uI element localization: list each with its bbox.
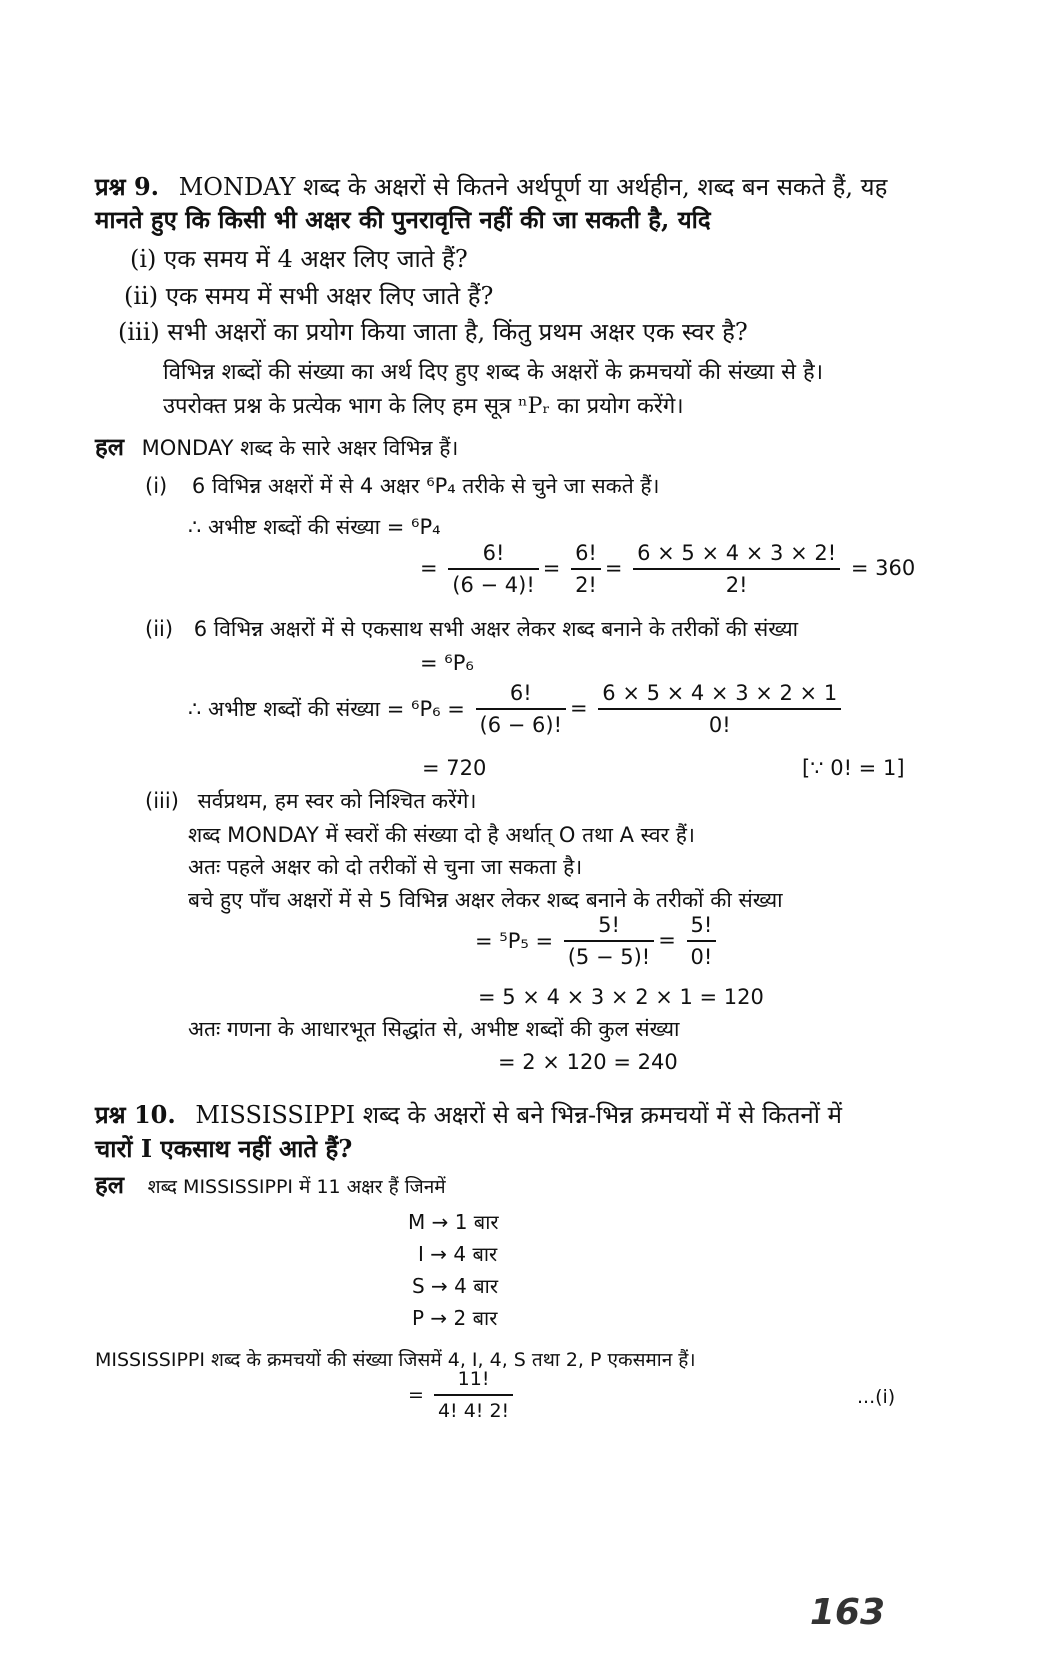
q9-text-2: मानते हुए कि किसी भी अक्षर की पुनरावृत्ति नहीं की जा सकती है, यदि [95,205,711,234]
q9-part-1: (i) एक समय में 4 अक्षर लिए जाते हैं? [130,245,468,273]
sol9-i-eq: = [420,556,438,580]
sol9-ii-f1-num: 6! [476,680,566,710]
sol9-i-f3-num: 6 × 5 × 4 × 3 × 2! [633,540,840,570]
sol10-eq-ref: ...(i) [857,1386,896,1408]
sol9-intro: MONDAY शब्द के सारे अक्षर विभिन्न हैं। [141,436,459,460]
sol9-i-equation: = $\frac{6!}{(6 - 4)!}$ = $\frac{6!}{2!}$ = $\frac{6 \times 5 \times 4 \times 3 \times 2!}{2!}$ = 360 [420,541,916,597]
sol9-i-line [145,471,660,501]
sol9-iii-f2-num: 5! [687,912,717,942]
sol9-iii-equation: = ⁵P₅ = $\frac{5!}{(5 - 5)!}$ = $\frac{5!}{0!}$ [475,912,720,970]
sol9-i-frac-1 [448,540,538,598]
sol9-iii-eq: = ⁵P₅ = [475,929,554,953]
sol10-frac-den: 4! 4! 2! [437,1400,510,1422]
sol9-i-text: 6 विभिन्न अक्षरों में से 4 अक्षर ⁶P₄ तरीके से चुने जा सकते हैं। [191,474,660,498]
sol9-iii-total: = 2 × 120 = 240 [498,1050,678,1074]
q9-line-1 [95,172,887,202]
sol9-iii-l1: सर्वप्रथम, हम स्वर को निश्चित करेंगे। [197,789,477,813]
sol9-iii-l4: बचे हुए पाँच अक्षरों में से 5 विभिन्न अक्षर लेकर शब्द बनाने के तरीकों की संख्या [188,888,783,912]
q10-text-1: MISSISSIPPI शब्द के अक्षरों से बने भिन्न-भिन्न क्रमचयों में से कितनों में [195,1101,842,1129]
sol9-ii-eq1: = ⁶P₆ [420,651,474,675]
sol9-i-req: ∴ अभीष्ट शब्दों की संख्या = ⁶P₄ [188,515,441,539]
sol9-ii-frac-2 [598,680,841,738]
sol9-ii-f1-den: (6 − 6)! [479,713,562,737]
sol9-iii-l2: शब्द MONDAY में स्वरों की संख्या दो है अर्थात् O तथा A स्वर हैं। [188,823,695,847]
sol9-iii-f1-den: (5 − 5)! [567,945,651,969]
sol10-line: MISSISSIPPI शब्द के क्रमचयों की संख्या जिसमें 4, I, 4, S तथा 2, P एकसमान हैं। [95,1349,696,1371]
sol9-i-frac-3 [633,540,840,598]
sol9-i-frac-2 [571,540,601,598]
sol9-i-num: (i) [145,474,168,498]
sol10-frac [434,1366,513,1424]
sol9-iii-f1-num: 5! [564,912,654,942]
sol9-ii-f2-den: 0! [708,713,731,737]
q10-text-2: चारों I एकसाथ नहीं आते हैं? [95,1134,353,1163]
sol9-ii-frac-1 [476,680,566,738]
q9-part-2: (ii) एक समय में सभी अक्षर लिए जाते हैं? [124,282,494,310]
sol9-ii-f2-num: 6 × 5 × 4 × 3 × 2 × 1 [598,680,841,710]
q9-note-2: उपरोक्त प्रश्न के प्रत्येक भाग के लिए हम सूत्र ⁿPᵣ का प्रयोग करेंगे। [163,394,684,419]
q9-label: प्रश्न 9. [95,172,160,201]
sol9-label: हल [95,432,125,461]
sol10-count-m: M → 1 बार [408,1210,499,1234]
sol9-ii-result: = 720 [422,756,487,780]
sol9-intro-line [95,432,458,463]
sol9-i-f1-num: 6! [448,540,538,570]
sol10-intro-line [95,1170,446,1202]
sol9-i-f3-den: 2! [725,573,748,597]
sol10-equation: = $\frac{11!}{4! 4! 2!}$ [408,1366,517,1424]
sol10-count-s: S → 4 बार [412,1274,499,1298]
sol9-ii-equation: ∴ अभीष्ट शब्दों की संख्या = ⁶P₆ = $\frac{6!}{(6 - 6)!}$ = $\frac{6 \times 5 \times 4 \times 3 \times 2 \times 1}{0!}$ [188,680,845,738]
q10-line-1 [95,1100,842,1130]
q9-part-3: (iii) सभी अक्षरों का प्रयोग किया जाता है, किंतु प्रथम अक्षर एक स्वर है? [118,318,748,346]
q9-note-1: विभिन्न शब्दों की संख्या का अर्थ दिए हुए शब्द के अक्षरों के क्रमचयों की संख्या से है। [163,360,824,385]
sol10-label: हल [95,1170,125,1199]
sol9-iii-frac-1 [564,912,654,970]
sol9-iii-l5: अतः गणना के आधारभूत सिद्धांत से, अभीष्ट शब्दों की कुल संख्या [188,1017,680,1041]
sol9-i-f2-den: 2! [575,573,597,597]
sol10-count-p: P → 2 बार [412,1306,498,1330]
sol9-iii-line [145,786,476,816]
sol9-iii-f2-den: 0! [690,945,713,969]
sol9-iii-frac-2 [687,912,717,970]
page-number: 163 [809,1592,885,1633]
sol9-iii-l3: अतः पहले अक्षर को दो तरीकों से चुना जा सकता है। [188,855,583,879]
sol9-ii-req: ∴ अभीष्ट शब्दों की संख्या = ⁶P₆ = [188,697,465,721]
sol9-i-result: = 360 [850,556,916,580]
q9-text-1: MONDAY शब्द के अक्षरों से कितने अर्थपूर्ण या अर्थहीन, शब्द बन सकते हैं, यह [178,173,888,201]
sol10-count-i: I → 4 बार [418,1242,498,1266]
q10-label: प्रश्न 10. [95,1100,176,1129]
sol9-iii-prod: = 5 × 4 × 3 × 2 × 1 = 120 [478,985,764,1009]
sol10-intro: शब्द MISSISSIPPI में 11 अक्षर हैं जिनमें [147,1176,446,1198]
sol9-ii-num: (ii) [145,617,174,641]
sol10-frac-num: 11! [434,1366,513,1396]
sol9-i-f2-num: 6! [571,540,601,570]
sol9-iii-num: (iii) [145,789,179,813]
sol9-i-f1-den: (6 − 4)! [452,573,535,597]
sol9-ii-reason: [∵ 0! = 1] [802,756,905,780]
sol9-ii-line [145,614,798,644]
sol9-ii-text: 6 विभिन्न अक्षरों में से एकसाथ सभी अक्षर लेकर शब्द बनाने के तरीकों की संख्या [193,617,799,641]
